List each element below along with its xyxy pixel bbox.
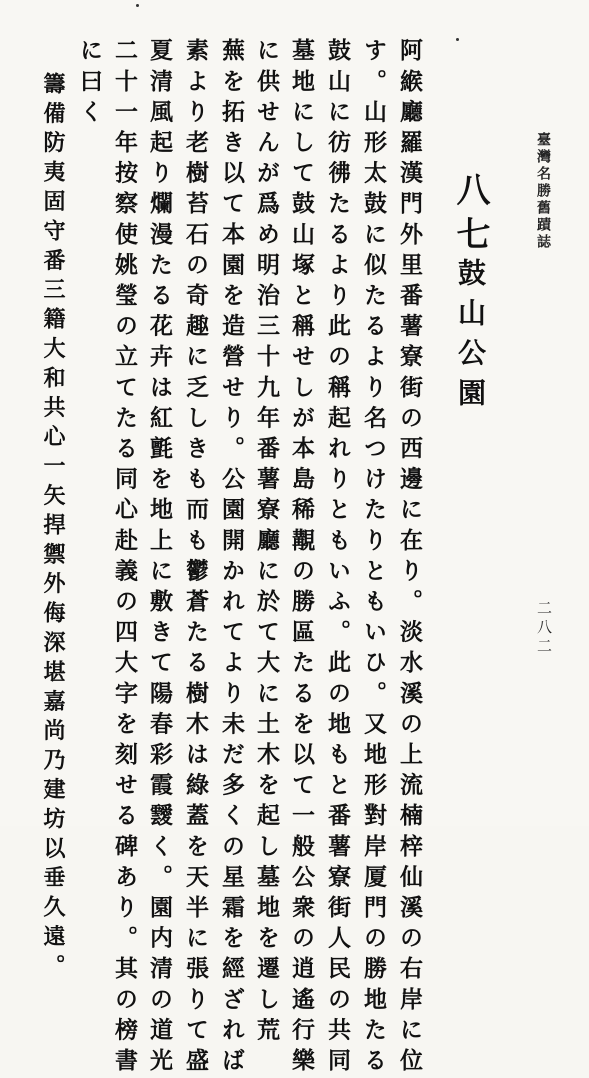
body-column-1: 阿緱廳羅漢門外里番薯寮街の西邊に在り。淡水溪の上流楠梓仙溪の右岸に位 xyxy=(396,38,423,1078)
body-column-5: に供せんが爲め明治三十九年番薯寮廳に於て大に土木を起し墓地を遷し荒 xyxy=(253,38,280,1048)
chapter-title: 鼓山公園 xyxy=(454,258,487,418)
body-column-6: 蕪を拓き以て本園を造營せり。公園開かれてより未だ多くの星霜を經ざれば xyxy=(218,38,245,1078)
body-column-8: 夏清風起り爛漫たる花卉は紅氈を地上に敷きて陽春彩霞靉く。園内清の道光 xyxy=(146,38,173,1078)
scan-speck xyxy=(136,4,139,7)
body-column-9: 二十一年按察使姚瑩の立てたる同心赴義の四大字を刻せる碑あり。其の榜書 xyxy=(111,38,138,1078)
scan-speck xyxy=(456,38,459,41)
inscription-text: 籌備防夷固守番三籍大和共心一矢捍禦外侮深堪嘉尚乃建坊以垂久遠。 xyxy=(40,72,66,984)
running-head: 臺灣名勝舊蹟誌 xyxy=(535,132,551,251)
body-column-2: す。山形太鼓に似たるより名つけたりともいひ。又地形對岸厦門の勝地たる xyxy=(360,38,387,1078)
chapter-number: 八七 xyxy=(450,172,490,260)
body-column-10: に曰く xyxy=(76,38,103,130)
body-column-4: 墓地にして鼓山塚と稱せしが本島稀覯の勝區たるを以て一般公衆の逍遙行樂 xyxy=(288,38,315,1078)
page-number: 二八二 xyxy=(535,600,553,657)
body-column-7: 素より老樹苔石の奇趣に乏しきも而も鬱蒼たる樹木は綠蓋を天半に張りて盛 xyxy=(182,38,209,1078)
body-column-3: 鼓山に彷彿たるより此の稱起れりともいふ。此の地もと番薯寮街人民の共同 xyxy=(324,38,351,1078)
